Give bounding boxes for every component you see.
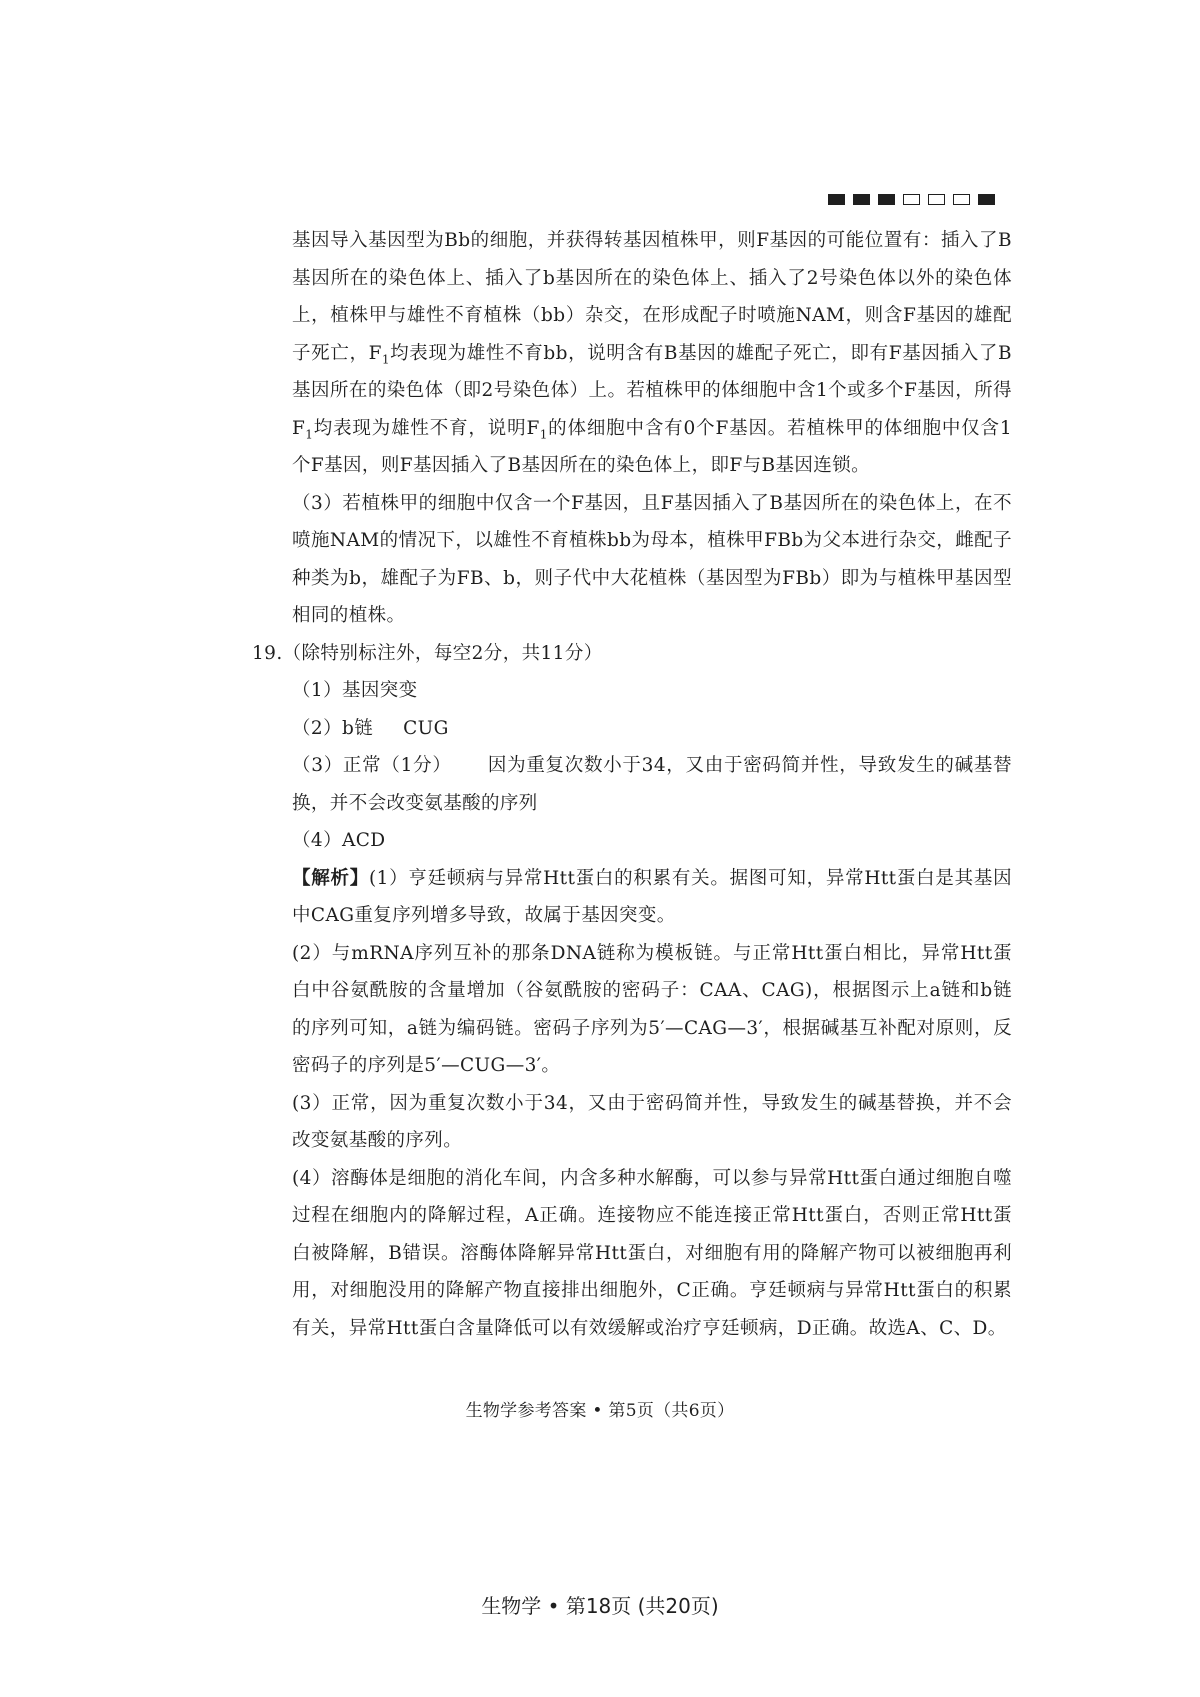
indicator-mark-5 (928, 194, 945, 205)
analysis-1-text: (1）亨廷顿病与异常Htt蛋白的积累有关。据图可知，异常Htt蛋白是其基因中CAG重复序列增多导致，故属于基因突变。 (292, 867, 1012, 926)
analysis-4: (4）溶酶体是细胞的消化车间，内含多种水解酶，可以参与异常Htt蛋白通过细胞自噬过程在细胞内的降解过程，A正确。连接物应不能连接正常Htt蛋白，否则正常Htt蛋白被降解，B错误。溶酶体降解异常Htt蛋白，对细胞有用的降解产物可以被细胞再利用，对细胞没用的降解产物直接排出细胞外，C正确。亨廷顿病与异常Htt蛋白的积累有关，异常Htt蛋白含量降低可以有效缓解或治疗亨廷顿病，D正确。故选A、C、D。 (292, 1167, 1012, 1339)
explanation-2-text-d: 的体细胞中含有0个F基因。若植株甲的体细胞中仅含1个F基因，则F基因插入了B基因所在的染色体上，即F与B基因连锁。 (292, 417, 1012, 476)
f1-label-c (526, 417, 548, 442)
answer-1: （1）基因突变 (292, 680, 418, 701)
paragraph-explanation-2 (292, 222, 1012, 485)
answer-3 (292, 747, 1012, 822)
paragraph-explanation-3: （3）若植株甲的细胞中仅含一个F基因，且F基因插入了B基因所在的染色体上，在不喷施NAM的情况下，以雄性不育植株bb为母本，植株甲FBb为父本进行杂交，雌配子种类为b，雄配子为FB、b，则子代中大花植株（基因型为FBb）即为与植株甲基因型相同的植株。 (292, 492, 1012, 626)
indicator-mark-1 (828, 194, 845, 205)
explanation-2-text-c: 均表现为雄性不育，说明 (313, 417, 527, 439)
indicator-mark-2 (853, 194, 870, 205)
answer-3-reason: 因为重复次数小于34，又由于密码简并性，导致发生的碱基替换，并不会改变氨基酸的序列 (292, 755, 1012, 814)
question-19-title: 19.（除特别标注外，每空2分，共11分） (252, 642, 603, 664)
analysis-1 (292, 860, 1012, 935)
f1-base: F (292, 417, 306, 439)
f1-base: F (526, 417, 540, 439)
explanation-2-text-b: 均表现为雄性不育bb，说明含有B基因的雄配子死亡，即有F基因插入了B基因所在的染色体（即2号染色体）上。若植株甲的体细胞中含1个或多个F基因，所得 (292, 342, 1012, 401)
indicator-mark-3 (878, 194, 895, 205)
page-indicator-marks (828, 194, 995, 205)
indicator-mark-4 (903, 194, 920, 205)
answer-3-result: （3）正常（1分） (292, 755, 452, 776)
f1-base: F (368, 342, 382, 364)
analysis-2: (2）与mRNA序列互补的那条DNA链称为模板链。与正常Htt蛋白相比，异常Htt蛋白中谷氨酰胺的含量增加（谷氨酰胺的密码子：CAA、CAG)，根据图示上a链和b链的序列可知，a链为编码链。密码子序列为5′—CAG—3′，根据碱基互补配对原则，反密码子的序列是5′—CUG—3′。 (292, 942, 1012, 1076)
answer-2-strand: （2）b链 (292, 717, 374, 739)
inner-page-footer: 生物学参考答案 • 第5页（共6页） (465, 1401, 735, 1421)
indicator-mark-6 (953, 194, 970, 205)
explanation-2-text-a: 基因导入基因型为Bb的细胞，并获得转基因植株甲，则F基因的可能位置有：插入了B基因所在的染色体上、插入了b基因所在的染色体上、插入了2号染色体以外的染色体上，植株甲与雄性不育植株（bb）杂交，在形成配子时喷施NAM，则含F基因的雄配子死亡， (292, 230, 1012, 364)
f1-subscript: 1 (381, 352, 390, 367)
f1-label-a (368, 342, 390, 367)
f1-subscript: 1 (539, 427, 548, 442)
outer-page-footer: 生物学 • 第18页 (共20页) (481, 1594, 719, 1618)
answer-content (252, 222, 1012, 1347)
indicator-mark-7 (978, 194, 995, 205)
answer-2-codon: CUG (403, 717, 449, 739)
f1-label-b (292, 417, 314, 442)
analysis-label: 【解析】 (292, 867, 369, 889)
f1-subscript: 1 (305, 427, 314, 442)
answer-2 (292, 710, 1012, 748)
answer-4: （4）ACD (292, 830, 386, 851)
analysis-3: (3）正常，因为重复次数小于34，又由于密码简并性，导致发生的碱基替换，并不会改变氨基酸的序列。 (292, 1092, 1012, 1151)
